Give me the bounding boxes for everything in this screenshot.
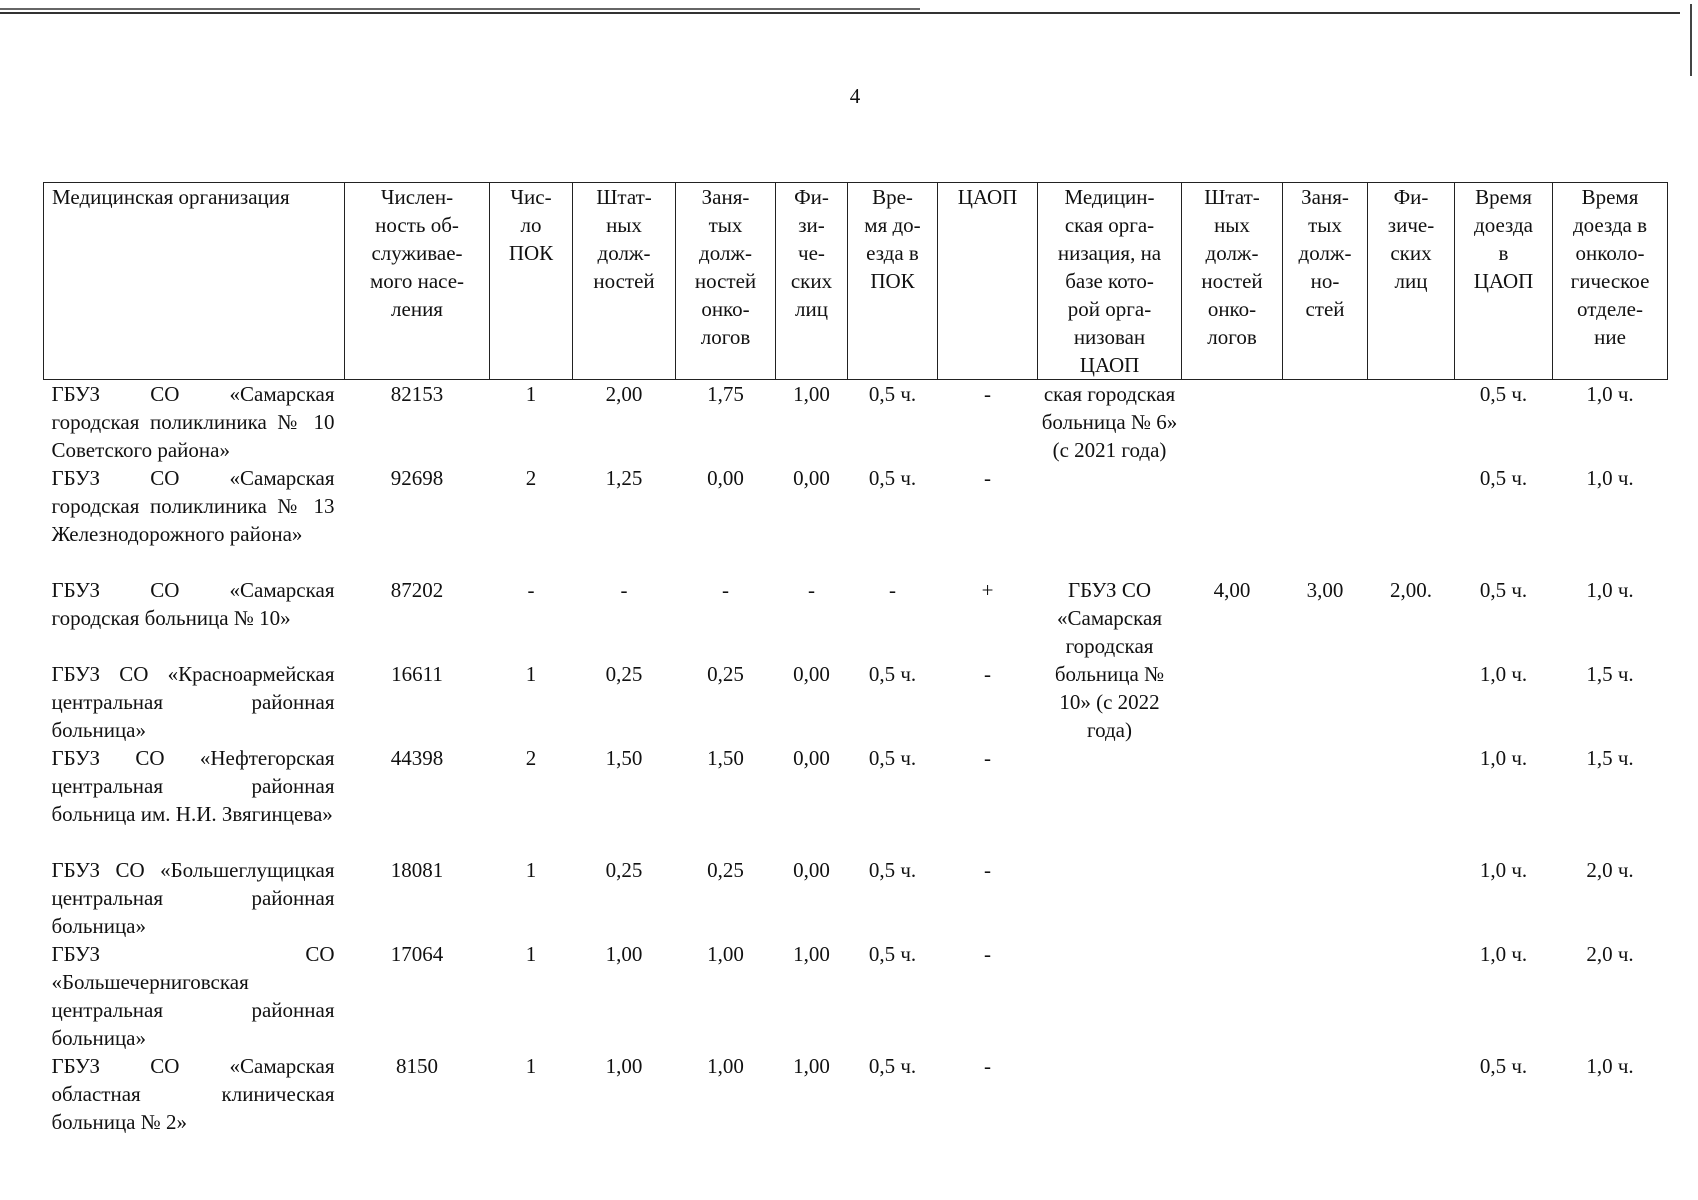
cell-org: ГБУЗ СО «Большечерниговская центральная районная больница» bbox=[51, 942, 335, 1050]
header-physical: Фи- зи- че- ских лиц bbox=[776, 183, 848, 380]
header-caop-staff: Штат- ных долж- ностей онко- логов bbox=[1182, 183, 1283, 380]
table-row bbox=[44, 744, 1668, 856]
cell-caop: - bbox=[984, 942, 991, 966]
cell-caop-staff bbox=[1182, 940, 1283, 1052]
cell-occupied: 1,50 bbox=[707, 746, 744, 770]
scan-top-rule-long bbox=[0, 12, 1680, 14]
cell-population: 92698 bbox=[390, 466, 444, 490]
cell-population: 16611 bbox=[391, 662, 443, 686]
cell-staff: 0,25 bbox=[605, 858, 643, 882]
cell-org: ГБУЗ СО «Красноармейская центральная районная больница» bbox=[51, 662, 335, 742]
cell-occupied: 1,00 bbox=[707, 1054, 744, 1078]
cell-caop-occupied bbox=[1283, 464, 1368, 576]
cell-org: ГБУЗ СО «Большеглущицкая центральная районная больница» bbox=[51, 858, 335, 938]
cell-caop-staff bbox=[1182, 1052, 1283, 1136]
cell-caop-base-org: ГБУЗ СО «Самарская городская больница № 10» (с 2022 года) bbox=[1054, 578, 1165, 742]
cell-occupied: - bbox=[722, 578, 729, 602]
cell-caop-occupied bbox=[1283, 1052, 1368, 1136]
cell-physical: 0,00 bbox=[793, 466, 830, 490]
cell-time-caop: 1,0 ч. bbox=[1479, 942, 1528, 966]
table-row bbox=[44, 1052, 1668, 1136]
scan-edge-mark bbox=[1690, 4, 1692, 76]
header-caop-occupied: Заня- тых долж- но- стей bbox=[1283, 183, 1368, 380]
cell-time-caop: 0,5 ч. bbox=[1479, 466, 1528, 490]
cell-physical: 0,00 bbox=[793, 746, 830, 770]
cell-time-onco: 1,0 ч. bbox=[1586, 1054, 1634, 1078]
cell-population: 44398 bbox=[390, 746, 444, 770]
cell-pok: 1 bbox=[525, 942, 537, 966]
cell-caop-occupied bbox=[1283, 856, 1368, 940]
cell-pok: 1 bbox=[525, 1054, 537, 1078]
oncology-table bbox=[43, 182, 1668, 1136]
cell-caop-occupied bbox=[1283, 660, 1368, 744]
cell-caop: - bbox=[984, 662, 991, 686]
header-caop-base-org: Медицин- ская орга- низация, на базе кото- рой орга- низован ЦАОП bbox=[1038, 183, 1182, 380]
scan-top-rule bbox=[0, 8, 920, 10]
cell-time-pok: - bbox=[889, 578, 896, 602]
cell-staff: 1,25 bbox=[605, 466, 643, 490]
cell-caop-base-org bbox=[1038, 1052, 1182, 1136]
cell-caop-base-org bbox=[1038, 940, 1182, 1052]
cell-staff: 1,00 bbox=[605, 942, 643, 966]
cell-caop-staff bbox=[1182, 744, 1283, 856]
cell-physical: 0,00 bbox=[793, 858, 830, 882]
table-row bbox=[44, 660, 1668, 744]
cell-caop-base-org: ская городская больница № 6» (с 2021 года) bbox=[1041, 382, 1178, 462]
cell-physical: 1,00 bbox=[793, 382, 830, 406]
cell-time-pok: 0,5 ч. bbox=[868, 382, 917, 406]
cell-time-pok: 0,5 ч. bbox=[868, 746, 917, 770]
cell-pok: 1 bbox=[525, 382, 537, 406]
cell-caop-occupied: 3,00 bbox=[1306, 578, 1344, 602]
table-header-row bbox=[44, 183, 1668, 380]
header-pok-count: Чис- ло ПОК bbox=[490, 183, 573, 380]
cell-time-onco: 2,0 ч. bbox=[1586, 942, 1634, 966]
cell-caop-staff: 4,00 bbox=[1213, 578, 1251, 602]
header-occupied: Заня- тых долж- ностей онко- логов bbox=[676, 183, 776, 380]
cell-time-pok: 0,5 ч. bbox=[868, 858, 917, 882]
cell-time-caop: 1,0 ч. bbox=[1479, 662, 1528, 686]
cell-population: 82153 bbox=[390, 382, 444, 406]
cell-staff: - bbox=[620, 578, 628, 602]
cell-caop-staff bbox=[1182, 464, 1283, 576]
cell-pok: 1 bbox=[525, 662, 537, 686]
header-time-caop: Время доезда в ЦАОП bbox=[1455, 183, 1553, 380]
cell-caop-staff bbox=[1182, 380, 1283, 465]
cell-caop-physical bbox=[1368, 380, 1455, 465]
cell-caop-occupied bbox=[1283, 744, 1368, 856]
cell-staff: 0,25 bbox=[605, 662, 643, 686]
cell-caop-physical: 2,00. bbox=[1390, 578, 1432, 602]
cell-staff: 1,00 bbox=[605, 1054, 643, 1078]
cell-time-caop: 1,0 ч. bbox=[1479, 746, 1528, 770]
cell-caop-physical bbox=[1368, 744, 1455, 856]
cell-time-onco: 1,0 ч. bbox=[1586, 578, 1634, 602]
cell-time-caop: 1,0 ч. bbox=[1479, 858, 1528, 882]
cell-caop: - bbox=[984, 1054, 991, 1078]
cell-occupied: 0,00 bbox=[707, 466, 744, 490]
cell-occupied: 0,25 bbox=[707, 858, 744, 882]
cell-time-caop: 0,5 ч. bbox=[1479, 382, 1528, 406]
cell-occupied: 1,00 bbox=[707, 942, 744, 966]
header-population: Числен- ность об- служивае- мого насе- ления bbox=[345, 183, 490, 380]
cell-physical: 1,00 bbox=[793, 942, 830, 966]
cell-caop-physical bbox=[1368, 660, 1455, 744]
cell-caop-occupied bbox=[1283, 380, 1368, 465]
cell-time-onco: 1,0 ч. bbox=[1586, 466, 1634, 490]
cell-caop-physical bbox=[1368, 856, 1455, 940]
cell-org: ГБУЗ СО «Самарская областная клиническая больница № 2» bbox=[51, 1054, 335, 1134]
header-staff: Штат- ных долж- ностей bbox=[573, 183, 676, 380]
cell-physical: 0,00 bbox=[793, 662, 830, 686]
cell-caop: - bbox=[984, 858, 991, 882]
cell-time-pok: 0,5 ч. bbox=[868, 466, 917, 490]
cell-caop-occupied bbox=[1283, 940, 1368, 1052]
cell-caop: - bbox=[984, 382, 991, 406]
cell-caop: + bbox=[981, 578, 994, 602]
header-caop: ЦАОП bbox=[938, 183, 1038, 380]
cell-physical: - bbox=[808, 578, 815, 602]
cell-pok: - bbox=[527, 578, 535, 602]
header-org: Медицинская организация bbox=[44, 183, 345, 380]
cell-time-pok: 0,5 ч. bbox=[868, 662, 917, 686]
cell-time-onco: 2,0 ч. bbox=[1586, 858, 1634, 882]
cell-time-caop: 0,5 ч. bbox=[1479, 1054, 1528, 1078]
cell-caop-base-org bbox=[1038, 856, 1182, 940]
cell-time-onco: 1,0 ч. bbox=[1586, 382, 1634, 406]
table-row bbox=[44, 940, 1668, 1052]
header-time-pok: Вре- мя до- езда в ПОК bbox=[848, 183, 938, 380]
cell-caop-physical bbox=[1368, 1052, 1455, 1136]
cell-caop-physical bbox=[1368, 464, 1455, 576]
cell-population: 18081 bbox=[390, 858, 444, 882]
table-row bbox=[44, 856, 1668, 940]
cell-time-caop: 0,5 ч. bbox=[1479, 578, 1528, 602]
cell-caop-physical bbox=[1368, 940, 1455, 1052]
cell-pok: 2 bbox=[525, 466, 537, 490]
cell-caop: - bbox=[984, 746, 991, 770]
cell-caop-staff bbox=[1182, 856, 1283, 940]
cell-staff: 2,00 bbox=[605, 382, 643, 406]
cell-org: ГБУЗ СО «Самарская городская больница № 10» bbox=[51, 578, 335, 630]
cell-caop: - bbox=[984, 466, 991, 490]
cell-population: 87202 bbox=[390, 578, 444, 602]
header-time-onco: Время доезда в онколо- гическое отделе- ние bbox=[1553, 183, 1668, 380]
cell-population: 8150 bbox=[396, 1054, 438, 1078]
cell-pok: 1 bbox=[525, 858, 537, 882]
cell-physical: 1,00 bbox=[793, 1054, 830, 1078]
cell-caop-staff bbox=[1182, 660, 1283, 744]
cell-pok: 2 bbox=[525, 746, 537, 770]
cell-staff: 1,50 bbox=[605, 746, 643, 770]
cell-org: ГБУЗ СО «Нефтегорская центральная районная больница им. Н.И. Звягинцева» bbox=[51, 746, 335, 826]
cell-org: ГБУЗ СО «Самарская городская поликлиника № 10 Советского района» bbox=[51, 382, 335, 462]
table-row bbox=[44, 380, 1668, 465]
cell-occupied: 0,25 bbox=[707, 662, 744, 686]
cell-time-onco: 1,5 ч. bbox=[1586, 662, 1634, 686]
cell-time-pok: 0,5 ч. bbox=[868, 1054, 917, 1078]
table-row bbox=[44, 576, 1668, 660]
page-number: 4 bbox=[849, 84, 861, 108]
cell-occupied: 1,75 bbox=[707, 382, 744, 406]
header-caop-physical: Фи- зиче- ских лиц bbox=[1368, 183, 1455, 380]
cell-time-pok: 0,5 ч. bbox=[868, 942, 917, 966]
cell-time-onco: 1,5 ч. bbox=[1586, 746, 1634, 770]
cell-population: 17064 bbox=[390, 942, 444, 966]
table-row bbox=[44, 464, 1668, 576]
cell-org: ГБУЗ СО «Самарская городская поликлиника № 13 Железнодорожного района» bbox=[51, 466, 335, 546]
